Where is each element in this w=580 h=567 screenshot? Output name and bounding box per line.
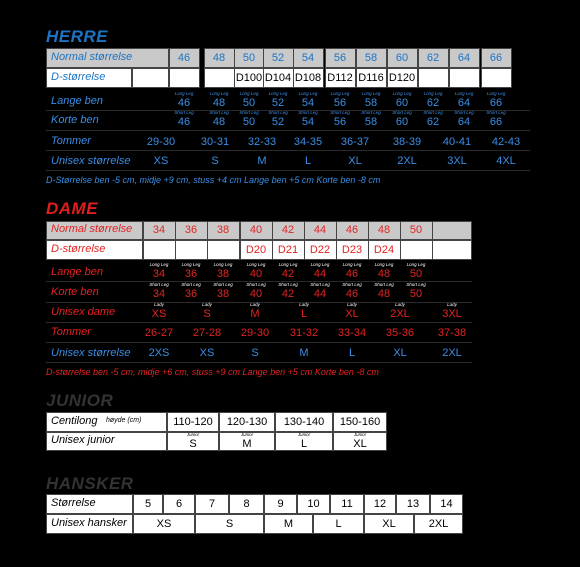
dame-unisex-dame-label: Unisex dame bbox=[51, 306, 116, 318]
dame-unisex-value: L bbox=[348, 347, 356, 359]
hansker-unisex-value: L bbox=[335, 518, 342, 530]
herre-unisex-value: XS bbox=[153, 155, 169, 167]
dame-lady-small: Lady bbox=[154, 302, 164, 307]
herre-d-cell bbox=[481, 68, 512, 88]
dame-normal-value: 36 bbox=[184, 224, 198, 236]
junior-unisex-value: L bbox=[300, 438, 308, 450]
dame-long-small: Long Leg bbox=[149, 262, 169, 267]
herre-unisex-value: S bbox=[211, 155, 219, 167]
row-divider bbox=[46, 362, 472, 363]
herre-long-small: Long Leg bbox=[268, 91, 288, 96]
dame-short-small: Short Leg bbox=[213, 282, 233, 287]
dame-long-value: 44 bbox=[313, 268, 327, 280]
herre-long-small: Long Leg bbox=[209, 91, 229, 96]
junior-small: Junior bbox=[297, 432, 311, 437]
herre-normal-value: 54 bbox=[301, 52, 315, 64]
dame-short-small: Short Leg bbox=[278, 282, 298, 287]
herre-long-small: Long Leg bbox=[330, 91, 350, 96]
herre-normal-value: 46 bbox=[177, 52, 191, 64]
dame-tommer-value: 33-34 bbox=[337, 327, 367, 339]
herre-long-value: 48 bbox=[212, 97, 226, 109]
dame-long-value: 46 bbox=[345, 268, 359, 280]
herre-long-small: Long Leg bbox=[454, 91, 474, 96]
dame-tommer-value: 26-27 bbox=[144, 327, 174, 339]
herre-short-small: Short Leg bbox=[298, 110, 318, 115]
herre-short-small: Short Leg bbox=[174, 110, 194, 115]
herre-short-value: 46 bbox=[177, 116, 191, 128]
hansker-unisex-value: M bbox=[283, 518, 294, 530]
dame-unisex-dame-value: L bbox=[300, 308, 308, 320]
hansker-size-value: 12 bbox=[373, 498, 387, 510]
herre-unisex-value: M bbox=[257, 155, 267, 167]
dame-d-value: D20 bbox=[245, 244, 267, 256]
herre-normal-value: 66 bbox=[489, 52, 503, 64]
dame-short-small: Short Leg bbox=[342, 282, 362, 287]
herre-normal-label: Normal størrelse bbox=[51, 51, 133, 63]
dame-lady-small: Lady bbox=[299, 302, 309, 307]
herre-tommer-value: 30-31 bbox=[200, 136, 230, 148]
dame-d-end bbox=[432, 240, 472, 260]
dame-d-value: D21 bbox=[277, 244, 299, 256]
herre-normal-value: 50 bbox=[242, 52, 256, 64]
dame-unisex-dame-value: S bbox=[203, 308, 211, 320]
herre-long-small: Long Leg bbox=[361, 91, 381, 96]
herre-unisex-value: XL bbox=[348, 155, 362, 167]
junior-size-value: 120-130 bbox=[226, 416, 268, 428]
herre-normal-value: 62 bbox=[426, 52, 440, 64]
herre-long-small: Long Leg bbox=[486, 91, 506, 96]
dame-unisex-value: 2XS bbox=[148, 347, 170, 359]
herre-unisex-label: Unisex størrelse bbox=[51, 155, 131, 167]
dame-long-value: 48 bbox=[377, 268, 391, 280]
dame-unisex-value: 2XL bbox=[442, 347, 462, 359]
dame-tommer-value: 29-30 bbox=[240, 327, 270, 339]
herre-long-value: 52 bbox=[271, 97, 285, 109]
dame-long-small: Long Leg bbox=[213, 262, 233, 267]
hansker-size-value: 11 bbox=[341, 498, 353, 510]
herre-tommer-value: 32-33 bbox=[247, 136, 277, 148]
dame-normal-value: 46 bbox=[345, 224, 359, 236]
dame-tommer-value: 35-36 bbox=[385, 327, 415, 339]
hansker-size-value: 5 bbox=[144, 498, 152, 510]
herre-normal-value: 48 bbox=[212, 52, 226, 64]
dame-long-small: Long Leg bbox=[374, 262, 394, 267]
herre-short-value: 48 bbox=[212, 116, 226, 128]
dame-long-value: 42 bbox=[281, 268, 295, 280]
dame-d-cell bbox=[143, 240, 176, 260]
herre-long-small: Long Leg bbox=[423, 91, 443, 96]
herre-tommer-label: Tommer bbox=[51, 135, 91, 147]
dame-d-cell bbox=[400, 240, 433, 260]
herre-normal-value: 60 bbox=[395, 52, 409, 64]
herre-short-small: Short Leg bbox=[330, 110, 350, 115]
herre-tommer-value: 38-39 bbox=[392, 136, 422, 148]
herre-short-small: Short Leg bbox=[454, 110, 474, 115]
herre-long-small: Long Leg bbox=[298, 91, 318, 96]
herre-short-small: Short Leg bbox=[392, 110, 412, 115]
dame-short-value: 34 bbox=[152, 288, 166, 300]
dame-unisex-dame-value: 2XL bbox=[390, 308, 410, 320]
dame-short-label: Korte ben bbox=[51, 286, 99, 298]
herre-long-small: Long Leg bbox=[392, 91, 412, 96]
herre-short-value: 56 bbox=[333, 116, 347, 128]
herre-long-value: 56 bbox=[333, 97, 347, 109]
herre-short-value: 52 bbox=[271, 116, 285, 128]
herre-d-value: D120 bbox=[388, 72, 416, 84]
dame-d-value: D22 bbox=[309, 244, 331, 256]
junior-small: Junior bbox=[186, 432, 200, 437]
herre-short-small: Short Leg bbox=[486, 110, 506, 115]
junior-unisex-value: XL bbox=[353, 438, 367, 450]
hansker-size-value: 8 bbox=[243, 498, 250, 510]
dame-short-value: 36 bbox=[184, 288, 198, 300]
dame-short-small: Short Leg bbox=[181, 282, 201, 287]
herre-normal-value: 64 bbox=[457, 52, 471, 64]
herre-unisex-value: L bbox=[304, 155, 312, 167]
dame-long-small: Long Leg bbox=[278, 262, 298, 267]
dame-unisex-value: S bbox=[251, 347, 259, 359]
herre-d-cell bbox=[449, 68, 480, 88]
hansker-unisex-value: XL bbox=[382, 518, 396, 530]
herre-long-value: 46 bbox=[177, 97, 191, 109]
herre-unisex-value: 4XL bbox=[496, 155, 516, 167]
herre-long-small: Long Leg bbox=[239, 91, 259, 96]
herre-long-value: 54 bbox=[301, 97, 315, 109]
dame-normal-value: 34 bbox=[152, 224, 166, 236]
herre-long-value: 58 bbox=[364, 97, 378, 109]
dame-short-value: 40 bbox=[249, 288, 263, 300]
herre-d-cell bbox=[418, 68, 449, 88]
junior-unisex-value: S bbox=[189, 438, 197, 450]
dame-long-value: 50 bbox=[409, 268, 423, 280]
herre-d-cell bbox=[169, 68, 200, 88]
herre-short-value: 64 bbox=[457, 116, 471, 128]
herre-normal-value: 52 bbox=[271, 52, 285, 64]
dame-normal-value: 38 bbox=[216, 224, 230, 236]
junior-unisex-value: M bbox=[242, 438, 252, 450]
herre-unisex-value: 2XL bbox=[397, 155, 417, 167]
hansker-size-value: 9 bbox=[277, 498, 284, 510]
dame-d-label: D-størrelse bbox=[51, 243, 106, 255]
herre-title: HERRE bbox=[46, 27, 109, 46]
herre-long-label: Lange ben bbox=[51, 95, 103, 107]
dame-title: DAME bbox=[46, 199, 99, 218]
dame-short-small: Short Leg bbox=[406, 282, 426, 287]
dame-short-value: 44 bbox=[313, 288, 327, 300]
dame-tommer-value: 37-38 bbox=[437, 327, 467, 339]
herre-d-value: D100 bbox=[235, 72, 263, 84]
junior-centilong-label: Centilong bbox=[51, 415, 98, 427]
dame-lady-small: Lady bbox=[447, 302, 457, 307]
junior-title: JUNIOR bbox=[46, 391, 114, 410]
dame-normal-value: 42 bbox=[281, 224, 295, 236]
herre-tommer-value: 29-30 bbox=[146, 136, 176, 148]
junior-size-value: 130-140 bbox=[283, 416, 325, 428]
hansker-size-label: Størrelse bbox=[51, 497, 96, 509]
dame-long-small: Long Leg bbox=[342, 262, 362, 267]
herre-note: D-Størrelse ben -5 cm, midje +9 cm, stuss +4 cm Lange ben +5 cm Korte ben -8 cm bbox=[46, 175, 381, 185]
dame-tommer-value: 31-32 bbox=[289, 327, 319, 339]
dame-unisex-value: XL bbox=[393, 347, 407, 359]
herre-long-value: 62 bbox=[426, 97, 440, 109]
hansker-title: HANSKER bbox=[46, 474, 134, 493]
dame-long-small: Long Leg bbox=[246, 262, 266, 267]
herre-d-value: D112 bbox=[327, 72, 353, 84]
dame-lady-small: Lady bbox=[347, 302, 357, 307]
herre-short-small: Short Leg bbox=[209, 110, 229, 115]
herre-long-small: Long Leg bbox=[174, 91, 194, 96]
herre-d-value: D116 bbox=[358, 72, 384, 84]
dame-short-small: Short Leg bbox=[310, 282, 330, 287]
junior-size-value: 110-120 bbox=[173, 416, 213, 428]
row-divider bbox=[46, 150, 530, 151]
dame-long-label: Lange ben bbox=[51, 266, 103, 278]
dame-short-value: 50 bbox=[409, 288, 423, 300]
herre-short-value: 66 bbox=[489, 116, 503, 128]
dame-tommer-label: Tommer bbox=[51, 326, 91, 338]
dame-d-cell bbox=[175, 240, 208, 260]
dame-long-value: 38 bbox=[216, 268, 230, 280]
herre-short-small: Short Leg bbox=[239, 110, 259, 115]
dame-long-value: 36 bbox=[184, 268, 198, 280]
junior-small: Junior bbox=[240, 432, 254, 437]
herre-d-label: D-størrelse bbox=[51, 71, 106, 83]
herre-normal-value: 58 bbox=[364, 52, 378, 64]
herre-normal-value: 56 bbox=[333, 52, 347, 64]
dame-short-small: Short Leg bbox=[246, 282, 266, 287]
herre-long-value: 50 bbox=[242, 97, 256, 109]
row-divider bbox=[46, 322, 472, 323]
dame-lady-small: Lady bbox=[250, 302, 260, 307]
junior-small: Junior bbox=[353, 432, 367, 437]
herre-long-value: 66 bbox=[489, 97, 503, 109]
dame-unisex-dame-value: 3XL bbox=[442, 308, 462, 320]
dame-long-small: Long Leg bbox=[310, 262, 330, 267]
dame-long-small: Long Leg bbox=[406, 262, 426, 267]
herre-d-value: D104 bbox=[264, 72, 292, 84]
dame-normal-value: 44 bbox=[313, 224, 327, 236]
herre-tommer-value: 34-35 bbox=[293, 136, 323, 148]
herre-tommer-value: 42-43 bbox=[491, 136, 521, 148]
dame-long-value: 34 bbox=[152, 268, 166, 280]
dame-short-small: Short Leg bbox=[374, 282, 394, 287]
dame-long-small: Long Leg bbox=[181, 262, 201, 267]
herre-short-small: Short Leg bbox=[268, 110, 288, 115]
herre-short-small: Short Leg bbox=[423, 110, 443, 115]
dame-unisex-value: XS bbox=[199, 347, 215, 359]
herre-short-value: 50 bbox=[242, 116, 256, 128]
dame-unisex-dame-value: XS bbox=[151, 308, 167, 320]
hansker-size-value: 14 bbox=[440, 498, 453, 510]
dame-short-value: 46 bbox=[345, 288, 359, 300]
herre-d-cell bbox=[204, 68, 235, 88]
dame-d-value: D24 bbox=[373, 244, 395, 256]
dame-normal-value: 50 bbox=[409, 224, 423, 236]
junior-unisex-label: Unisex junior bbox=[51, 434, 115, 446]
herre-tommer-value: 40-41 bbox=[442, 136, 472, 148]
herre-d-blank bbox=[132, 68, 169, 88]
hansker-unisex-value: S bbox=[225, 518, 234, 530]
dame-short-small: Short Leg bbox=[149, 282, 169, 287]
herre-long-value: 64 bbox=[457, 97, 471, 109]
dame-short-value: 48 bbox=[377, 288, 391, 300]
hansker-size-value: 6 bbox=[175, 498, 183, 510]
hansker-size-value: 13 bbox=[406, 498, 420, 510]
herre-short-value: 62 bbox=[426, 116, 440, 128]
dame-note: D-størrelse ben -5 cm, midje +6 cm, stuss +9 cm Lange ben +5 cm Korte ben -8 cm bbox=[46, 367, 379, 377]
herre-short-small: Short Leg bbox=[361, 110, 381, 115]
dame-normal-value: 48 bbox=[377, 224, 391, 236]
hansker-size-value: 10 bbox=[307, 498, 320, 510]
row-divider bbox=[46, 342, 472, 343]
herre-short-value: 60 bbox=[395, 116, 409, 128]
junior-hoyde-label: høyde (cm) bbox=[106, 417, 142, 424]
herre-short-value: 58 bbox=[364, 116, 378, 128]
dame-normal-end bbox=[432, 221, 472, 240]
herre-d-value: D108 bbox=[294, 72, 322, 84]
herre-unisex-value: 3XL bbox=[447, 155, 467, 167]
herre-short-label: Korte ben bbox=[51, 114, 99, 126]
dame-short-value: 38 bbox=[216, 288, 230, 300]
herre-long-value: 60 bbox=[395, 97, 409, 109]
dame-short-value: 42 bbox=[281, 288, 295, 300]
dame-tommer-value: 27-28 bbox=[192, 327, 222, 339]
dame-lady-small: Lady bbox=[395, 302, 405, 307]
junior-size-value: 150-160 bbox=[339, 416, 381, 428]
hansker-unisex-label: Unisex hansker bbox=[51, 517, 127, 529]
dame-d-cell bbox=[207, 240, 240, 260]
dame-long-value: 40 bbox=[249, 268, 263, 280]
dame-normal-value: 40 bbox=[249, 224, 263, 236]
hansker-unisex-value: XS bbox=[156, 518, 172, 530]
dame-lady-small: Lady bbox=[202, 302, 212, 307]
dame-unisex-value: M bbox=[299, 347, 309, 359]
dame-unisex-label: Unisex størrelse bbox=[51, 347, 131, 359]
dame-d-value: D23 bbox=[341, 244, 363, 256]
dame-unisex-dame-value: XL bbox=[345, 308, 359, 320]
row-divider bbox=[46, 170, 530, 171]
dame-normal-label: Normal størrelse bbox=[51, 223, 133, 235]
hansker-unisex-value: 2XL bbox=[428, 518, 449, 530]
dame-unisex-dame-value: M bbox=[250, 308, 260, 320]
herre-tommer-value: 36-37 bbox=[340, 136, 370, 148]
herre-short-value: 54 bbox=[301, 116, 315, 128]
row-divider bbox=[46, 130, 530, 131]
hansker-size-value: 7 bbox=[208, 498, 216, 510]
